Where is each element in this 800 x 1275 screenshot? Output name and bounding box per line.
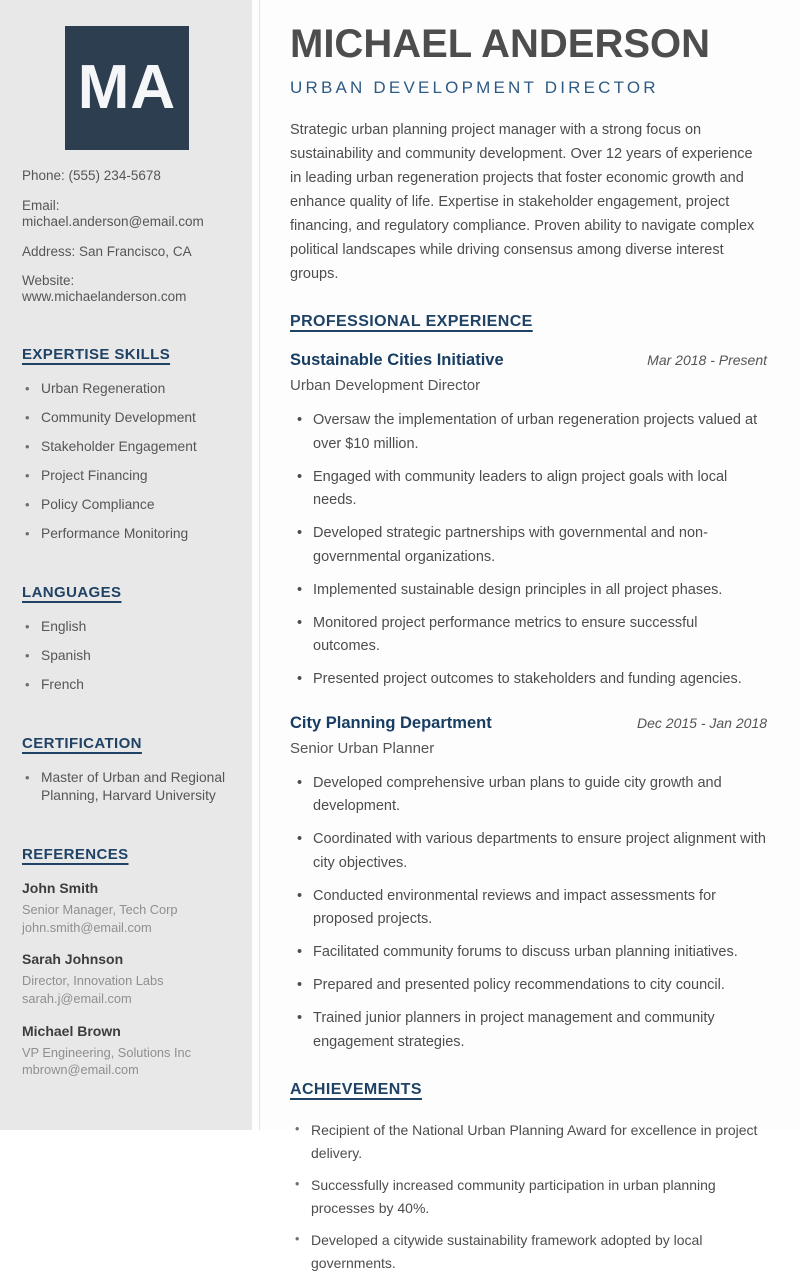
- job-bullet-list: [290, 409, 767, 692]
- job-bullet: • Conducted environmental reviews and impact assessments for proposed projects.: [290, 885, 767, 932]
- job-bullet: • Trained junior planners in project management and community engagement strategies.: [290, 1007, 767, 1054]
- language-item: • French: [22, 676, 232, 695]
- job-company: Sustainable Cities Initiative: [290, 351, 504, 369]
- languages-list: [22, 618, 232, 695]
- language-item: • Spanish: [22, 647, 232, 666]
- job-role: Urban Development Director: [290, 377, 481, 394]
- experience-entry: [290, 714, 767, 1055]
- skills-list: [22, 380, 232, 544]
- reference-role: Director, Innovation Labs: [22, 973, 164, 989]
- reference-email: john.smith@email.com: [22, 919, 152, 935]
- profile-summary: Strategic urban planning project manager with a strong focus on sustainability and community development. Over 12 years of experience in leading urban regeneration projects that foster economic growth and enhance quality of life. Expertise in stakeholder engagement, project financing, and regulatory compliance. Proven ability to navigate complex political landscapes while driving consensus among diverse interest groups.: [290, 122, 755, 282]
- avatar: [65, 26, 189, 150]
- job-bullet: • Coordinated with various departments to ensure project alignment with city objectives.: [290, 828, 767, 875]
- job-bullet: • Developed strategic partnerships with governmental and non-governmental organizations.: [290, 522, 767, 569]
- job-header: [290, 351, 767, 370]
- sidebar: [0, 0, 252, 1130]
- avatar-initials: MA: [77, 53, 177, 122]
- languages-heading: LANGUAGES: [22, 583, 122, 601]
- contact-phone: Phone: (555) 234-5678: [22, 168, 161, 183]
- skills-heading: EXPERTISE SKILLS: [22, 345, 171, 363]
- skill-item: • Stakeholder Engagement: [22, 438, 232, 457]
- reference-role: Senior Manager, Tech Corp: [22, 902, 178, 917]
- skill-item: • Project Financing: [22, 467, 232, 486]
- job-company: City Planning Department: [290, 713, 492, 732]
- achievements-list: [290, 1119, 767, 1275]
- job-bullet: • Developed comprehensive urban plans to guide city growth and development.: [290, 772, 767, 819]
- achievement-item: • Recipient of the National Urban Planning Award for excellence in project delivery.: [290, 1119, 767, 1165]
- skill-item: • Performance Monitoring: [22, 525, 232, 544]
- reference-email: sarah.j@email.com: [22, 990, 132, 1006]
- job-bullet: • Facilitated community forums to discuss urban planning initiatives.: [290, 941, 767, 965]
- reference-name: Sarah Johnson: [22, 951, 124, 968]
- language-item: • English: [22, 618, 232, 637]
- skill-item: • Urban Regeneration: [22, 380, 232, 399]
- profile-job-title: URBAN DEVELOPMENT DIRECTOR: [290, 78, 659, 97]
- contact-block: [22, 168, 232, 306]
- reference-entry: [22, 880, 232, 936]
- skill-item: • Community Development: [22, 409, 232, 428]
- certification-item: • Master of Urban and Regional Planning, Harvard University: [22, 769, 232, 806]
- job-bullet: • Monitored project performance metrics to ensure successful outcomes.: [290, 612, 767, 659]
- references-list: [22, 880, 232, 1079]
- certification-heading: CERTIFICATION: [22, 734, 142, 752]
- references-heading: REFERENCES: [22, 846, 129, 863]
- job-bullet: • Implemented sustainable design principles in all project phases.: [290, 579, 767, 603]
- reference-entry: [22, 1023, 232, 1079]
- achievement-item: • Successfully increased community participation in urban planning processes by 40%.: [290, 1174, 767, 1220]
- contact-email: Email: michael.anderson@email.com: [22, 197, 204, 229]
- job-dates: Dec 2015 - Jan 2018: [637, 714, 767, 731]
- skill-item: • Policy Compliance: [22, 496, 232, 515]
- main-content: [252, 0, 800, 1271]
- achievement-item: • Developed a citywide sustainability framework adopted by local governments.: [290, 1229, 767, 1275]
- experience-entry: [290, 351, 767, 692]
- job-dates: Mar 2018 - Present: [647, 352, 767, 368]
- reference-name: Michael Brown: [22, 1022, 121, 1039]
- page-edge-divider: [259, 0, 260, 1130]
- certification-list: [22, 769, 232, 806]
- job-bullet: • Prepared and presented policy recommendations to city council.: [290, 974, 767, 998]
- reference-email: mbrown@email.com: [22, 1062, 139, 1078]
- job-role: Senior Urban Planner: [290, 739, 435, 757]
- contact-website: Website: www.michaelanderson.com: [22, 273, 187, 305]
- job-header: [290, 714, 767, 733]
- reference-entry: [22, 951, 232, 1007]
- contact-address: Address: San Francisco, CA: [22, 243, 192, 259]
- job-bullet-list: [290, 772, 767, 1055]
- page-title: MICHAEL ANDERSON: [290, 22, 711, 66]
- job-bullet: • Engaged with community leaders to align project goals with local needs.: [290, 466, 767, 513]
- job-bullet: • Oversaw the implementation of urban regeneration projects valued at over $10 million.: [290, 409, 767, 456]
- reference-role: VP Engineering, Solutions Inc: [22, 1044, 192, 1060]
- experience-heading: PROFESSIONAL EXPERIENCE: [290, 313, 533, 330]
- reference-name: John Smith: [22, 880, 99, 896]
- achievements-heading: ACHIEVEMENTS: [290, 1081, 422, 1098]
- job-bullet: • Presented project outcomes to stakeholders and funding agencies.: [290, 668, 767, 692]
